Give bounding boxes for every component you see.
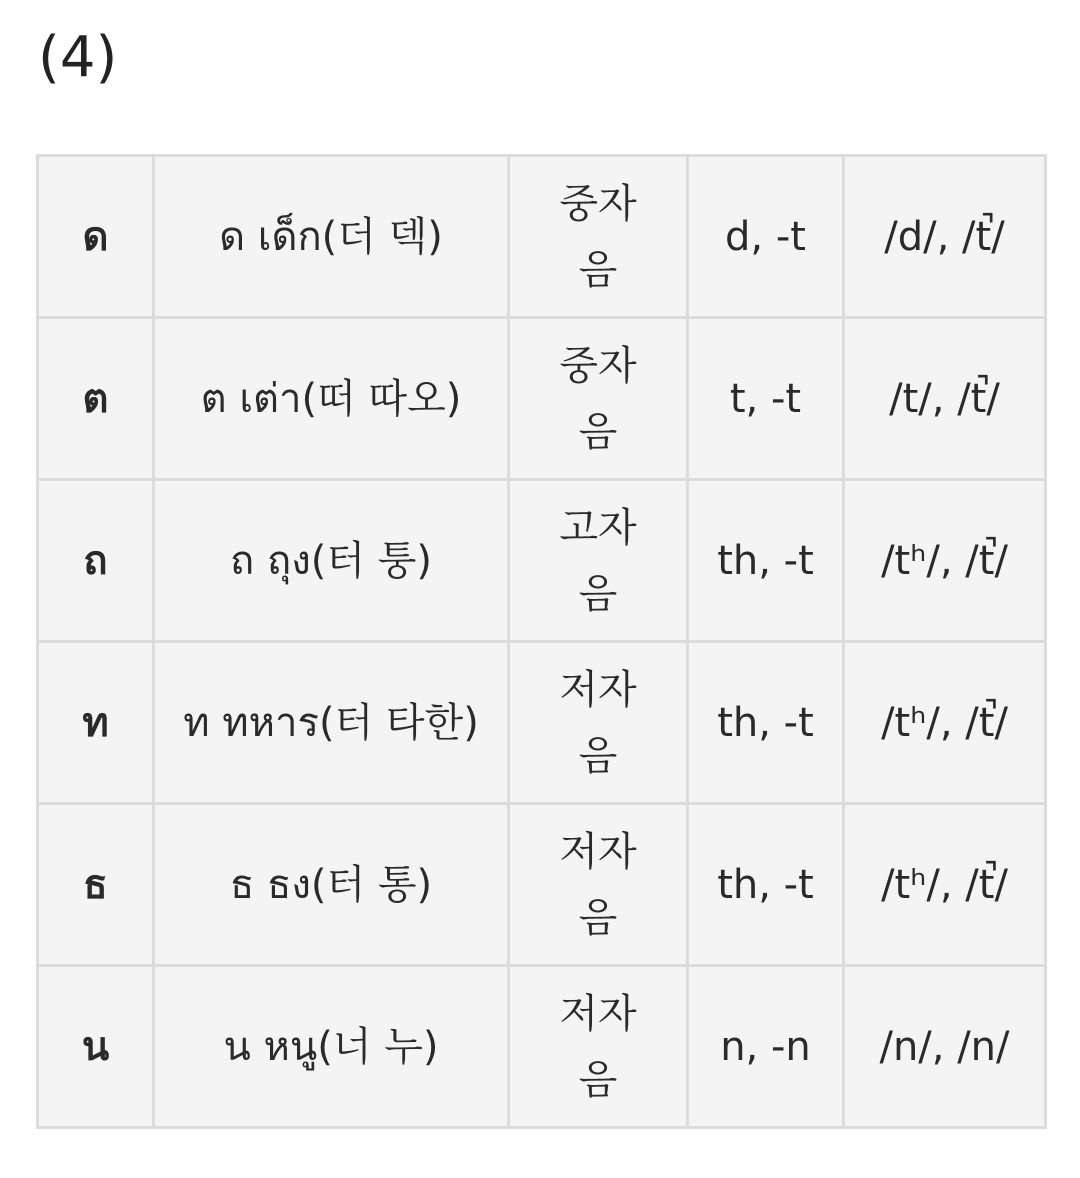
thai-letter: ต bbox=[38, 318, 154, 480]
ipa: /d/, /t̚/ bbox=[844, 156, 1046, 318]
consonant-class-line2: 음 bbox=[578, 570, 618, 617]
consonant-class-line1: 저자 bbox=[559, 828, 637, 875]
thai-letter: ถ bbox=[38, 480, 154, 642]
letter-name: ถ ถุง(터 퉁) bbox=[154, 480, 509, 642]
letter-name: ธ ธง(터 통) bbox=[154, 804, 509, 966]
consonant-class bbox=[509, 804, 688, 966]
consonant-class-line2: 음 bbox=[578, 246, 618, 293]
table-row bbox=[38, 642, 1046, 804]
table-row bbox=[38, 318, 1046, 480]
consonant-class-line1: 저자 bbox=[559, 990, 637, 1037]
ipa: /t/, /t̚/ bbox=[844, 318, 1046, 480]
ipa: /tʰ/, /t̚/ bbox=[844, 642, 1046, 804]
letter-name: น หนู(너 누) bbox=[154, 966, 509, 1128]
consonant-class-line2: 음 bbox=[578, 894, 618, 941]
table-row bbox=[38, 966, 1046, 1128]
letter-name: ด เด็ก(더 덱) bbox=[154, 156, 509, 318]
consonant-class-line1: 중자 bbox=[559, 342, 637, 389]
consonant-class-line2: 음 bbox=[578, 1056, 618, 1103]
consonant-class bbox=[509, 318, 688, 480]
consonant-class bbox=[509, 156, 688, 318]
romanization: t, -t bbox=[688, 318, 844, 480]
consonant-class-line1: 중자 bbox=[559, 180, 637, 227]
thai-letter: ธ bbox=[38, 804, 154, 966]
romanization: th, -t bbox=[688, 804, 844, 966]
letter-name: ท ทหาร(터 타한) bbox=[154, 642, 509, 804]
consonant-class-line2: 음 bbox=[578, 408, 618, 455]
table-row bbox=[38, 804, 1046, 966]
section-heading: (4) bbox=[38, 25, 118, 90]
romanization: d, -t bbox=[688, 156, 844, 318]
consonant-class bbox=[509, 642, 688, 804]
romanization: th, -t bbox=[688, 480, 844, 642]
romanization: th, -t bbox=[688, 642, 844, 804]
thai-letter: ท bbox=[38, 642, 154, 804]
consonant-class-line1: 고자 bbox=[559, 504, 637, 551]
table-row bbox=[38, 156, 1046, 318]
table-row bbox=[38, 480, 1046, 642]
thai-letter: น bbox=[38, 966, 154, 1128]
consonant-table bbox=[36, 154, 1047, 1129]
consonant-class bbox=[509, 480, 688, 642]
thai-letter: ด bbox=[38, 156, 154, 318]
ipa: /tʰ/, /t̚/ bbox=[844, 480, 1046, 642]
consonant-class-line1: 저자 bbox=[559, 666, 637, 713]
ipa: /n/, /n/ bbox=[844, 966, 1046, 1128]
romanization: n, -n bbox=[688, 966, 844, 1128]
consonant-class-line2: 음 bbox=[578, 732, 618, 779]
consonant-class bbox=[509, 966, 688, 1128]
letter-name: ต เต่า(떠 따오) bbox=[154, 318, 509, 480]
ipa: /tʰ/, /t̚/ bbox=[844, 804, 1046, 966]
